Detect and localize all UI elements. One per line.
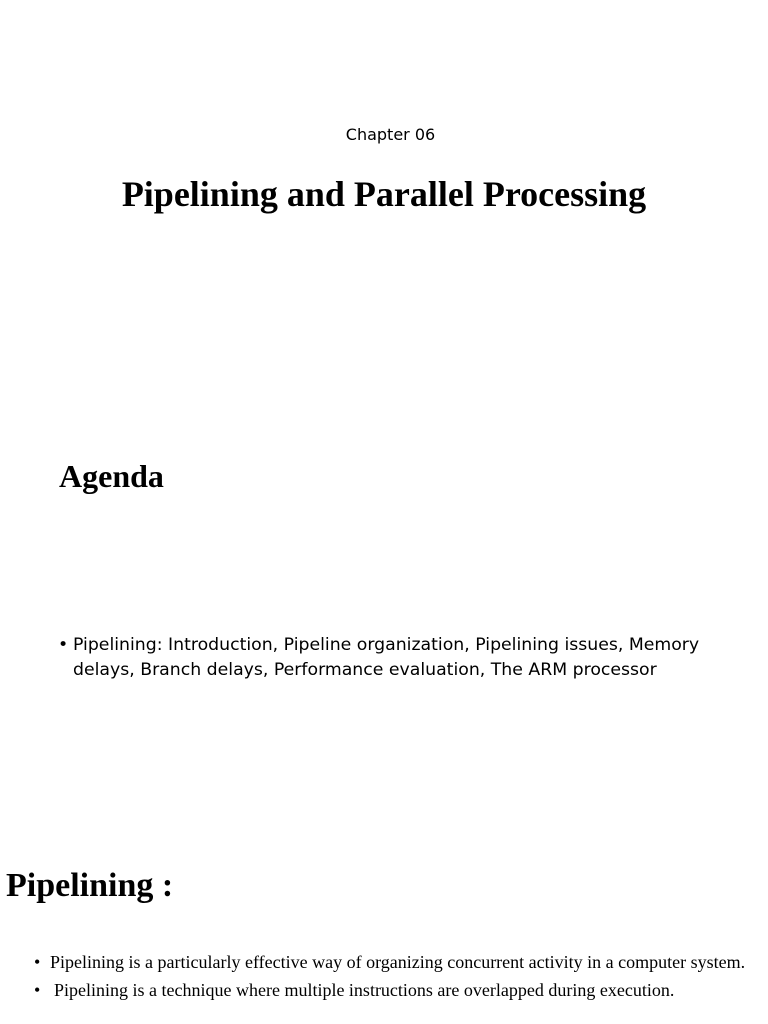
pipelining-list	[34, 948, 746, 1004]
bullet-icon: •	[34, 980, 41, 1000]
chapter-label: Chapter 06	[345, 125, 436, 144]
list-item	[58, 633, 708, 683]
agenda-list	[58, 633, 708, 683]
pipelining-item-text: Pipelining is a technique where multiple instructions are overlapped during execution.	[54, 980, 675, 1000]
page-title: Pipelining and Parallel Processing	[121, 174, 647, 214]
pipelining-heading: Pipelining :	[6, 867, 174, 904]
pipelining-item-text: Pipelining is a particularly effective way of organizing concurrent activity in a computer system.	[50, 952, 746, 972]
list-item	[34, 976, 746, 1004]
agenda-item-text: Pipelining: Introduction, Pipeline organization, Pipelining issues, Memory delays, Branch delays, Performance evaluation, The ARM processor	[73, 635, 700, 680]
bullet-icon: •	[58, 635, 69, 655]
agenda-heading: Agenda	[59, 458, 164, 494]
bullet-icon: •	[34, 952, 41, 972]
list-item	[34, 948, 746, 976]
